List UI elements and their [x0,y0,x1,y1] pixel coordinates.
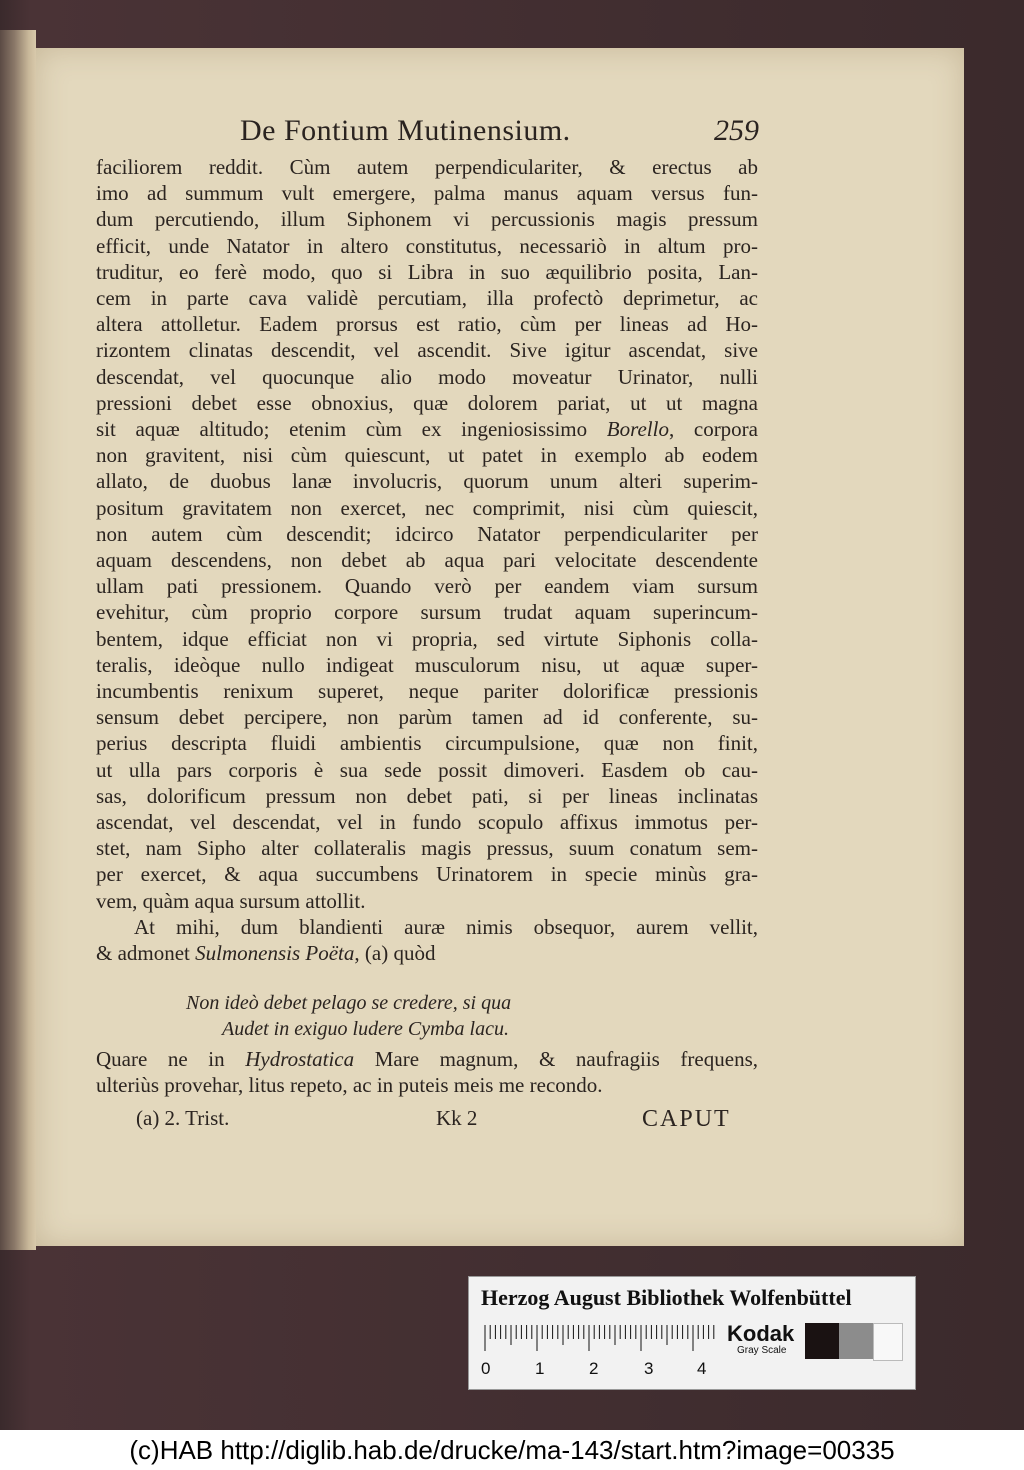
text-line [96,311,758,337]
text-fragment: & admonet [96,941,196,966]
paragraph-2-line-2 [96,940,758,966]
text-line [96,416,758,442]
text-fragment: dum percutiendo, illum Siphonem vi percussionis magis pressum [96,207,758,232]
scale-ruler [483,1325,719,1351]
text-fragment: per exercet, & aqua succumbens Urinatorem in specie minùs gra- [96,862,758,887]
text-fragment: evehitur, cùm proprio corpore sursum trudat aquam superincum- [96,600,758,625]
text-line [96,730,758,756]
text-line [96,835,758,861]
text-fragment: Mare magnum, & naufragiis frequens, [354,1047,758,1071]
text-fragment: perius descripta fluidi ambientis circumpulsione, quæ non finit, [96,731,758,756]
text-fragment: sas, dolorificum pressum non debet pati, si per lineas inclinatas [96,783,758,808]
paragraph-3-line-1 [96,1046,758,1072]
text-fragment: teralis, ideòque nullo indigeat musculorum nisu, ut aquæ super- [96,652,758,677]
text-fragment: Quare ne in [96,1047,246,1071]
text-line [96,521,758,547]
paragraph-2-line-1: At mihi, dum blandienti auræ nimis obsequor, aurem vellit, [134,914,758,939]
author-reference: Borello [606,417,669,442]
text-fragment: allato, de duobus lanæ involucris, quorum unum alteri superim- [96,469,758,494]
text-fragment: descendat, vel quocunque alio modo moveatur Urinator, nulli [96,364,758,389]
text-line [96,390,758,416]
paragraph-3-line-2: ulteriùs provehar, litus repeto, ac in puteis meis me recondo. [96,1073,603,1098]
text-line [96,888,758,914]
text-line [96,180,758,206]
text-line [96,259,758,285]
text-fragment: non autem cùm descendit; idcirco Natator perpendiculariter per [96,521,758,546]
closing-paragraph [96,1046,758,1098]
text-fragment: imo ad summum vult emergere, palma manus aquam versus fun- [96,181,758,206]
text-line [96,573,758,599]
text-line [96,704,758,730]
library-label [468,1276,916,1390]
paragraph-1 [96,154,758,914]
gray-patch-dark [805,1323,839,1359]
text-line [96,599,758,625]
text-fragment: positum gravitatem non exercet, nec comprimit, nisi cùm quiescit, [96,495,758,520]
text-fragment: stet, nam Sipho alter collateralis magis pressus, suum conatum sem- [96,836,758,861]
gray-patch-mid [839,1323,873,1359]
text-line [96,495,758,521]
binding-edge [0,30,36,1250]
running-title: De Fontium Mutinensium. [240,114,571,147]
text-fragment: non gravitent, nisi cùm quiescunt, ut patet in exemplo ab eodem [96,443,758,468]
ruler-number: 2 [589,1359,599,1378]
text-fragment: faciliorem reddit. Cùm autem perpendiculariter, & erectus ab [96,155,758,179]
text-fragment: , corpora [668,417,758,442]
text-line [96,233,758,259]
page-number: 259 [714,114,759,147]
gray-patch-light [873,1323,903,1361]
text-fragment: vem, quàm aqua sursum attollit. [96,888,366,913]
kodak-logo: Kodak [727,1321,795,1346]
poet-reference: Sulmonensis Poëta [195,941,355,966]
footnote: (a) 2. Trist. [136,1106,230,1130]
verse-line-2: Audet in exiguo ludere Cymba lacu. [222,1018,509,1040]
main-text [96,154,758,966]
text-line [96,364,758,390]
text-fragment: cem in parte cava validè percutiam, illa profectò deprimetur, ac [96,286,758,311]
text-fragment: ullam pati pressionem. Quando verò per eandem viam sursum [96,574,758,599]
text-fragment: , (a) quòd [354,941,436,966]
signature-mark: Kk 2 [436,1106,478,1130]
library-name: Herzog August Bibliothek Wolfenbüttel [481,1285,852,1310]
text-fragment: altera attolletur. Eadem prorsus est ratio, cùm per lineas ad Ho- [96,312,758,337]
text-line [96,626,758,652]
text-line [96,861,758,887]
text-line [96,206,758,232]
text-fragment: rizontem clinatas descendit, vel ascendit. Sive igitur ascendat, sive [96,338,758,363]
text-fragment: efficit, unde Natator in altero constitutus, necessariò in altum pro- [96,233,758,258]
text-line [96,652,758,678]
text-line [96,154,758,180]
source-url[interactable]: (c)HAB http://diglib.hab.de/drucke/ma-143/start.htm?image=00335 [0,1430,1024,1470]
text-line [96,442,758,468]
text-fragment: bentem, idque efficiat non vi propria, sed virtute Siphonis colla- [96,626,758,651]
text-line [96,783,758,809]
ruler-number: 1 [535,1359,545,1378]
text-line [96,468,758,494]
ruler-number: 3 [644,1359,654,1378]
hydrostatica-term: Hydrostatica [245,1047,355,1071]
text-fragment: ut ulla pars corporis è sua sede possit dimoveri. Easdem ob cau- [96,757,758,782]
text-fragment: aquam descendens, non debet ab aqua pari velocitate descendente [96,548,758,573]
text-fragment: truditur, eo ferè modo, quo si Libra in suo æquilibrio posita, Lan- [96,259,758,284]
text-line [96,285,758,311]
text-line [96,678,758,704]
text-line [96,337,758,363]
catchword: CAPUT [642,1106,731,1132]
verse-quote [186,990,566,1042]
text-line [96,757,758,783]
text-line [96,547,758,573]
text-fragment: ascendat, vel descendat, vel in fundo scopulo affixus immotus per- [96,810,758,835]
text-fragment: sensum debet percipere, non parùm tamen ad id conferente, su- [96,705,758,730]
verse-line-1: Non ideò debet pelago se credere, si qua [186,992,512,1014]
text-line [96,809,758,835]
kodak-subtitle: Gray Scale [737,1345,787,1356]
text-fragment: pressioni debet esse obnoxius, quæ dolorem pariat, ut ut magna [96,390,758,415]
text-fragment: sit aquæ altitudo; etenim cùm ex ingeniosissimo [96,417,607,442]
ruler-number: 4 [697,1359,707,1378]
text-fragment: incumbentis renixum superet, neque pariter dolorificæ pressionis [96,679,758,704]
ruler-number: 0 [481,1359,491,1378]
